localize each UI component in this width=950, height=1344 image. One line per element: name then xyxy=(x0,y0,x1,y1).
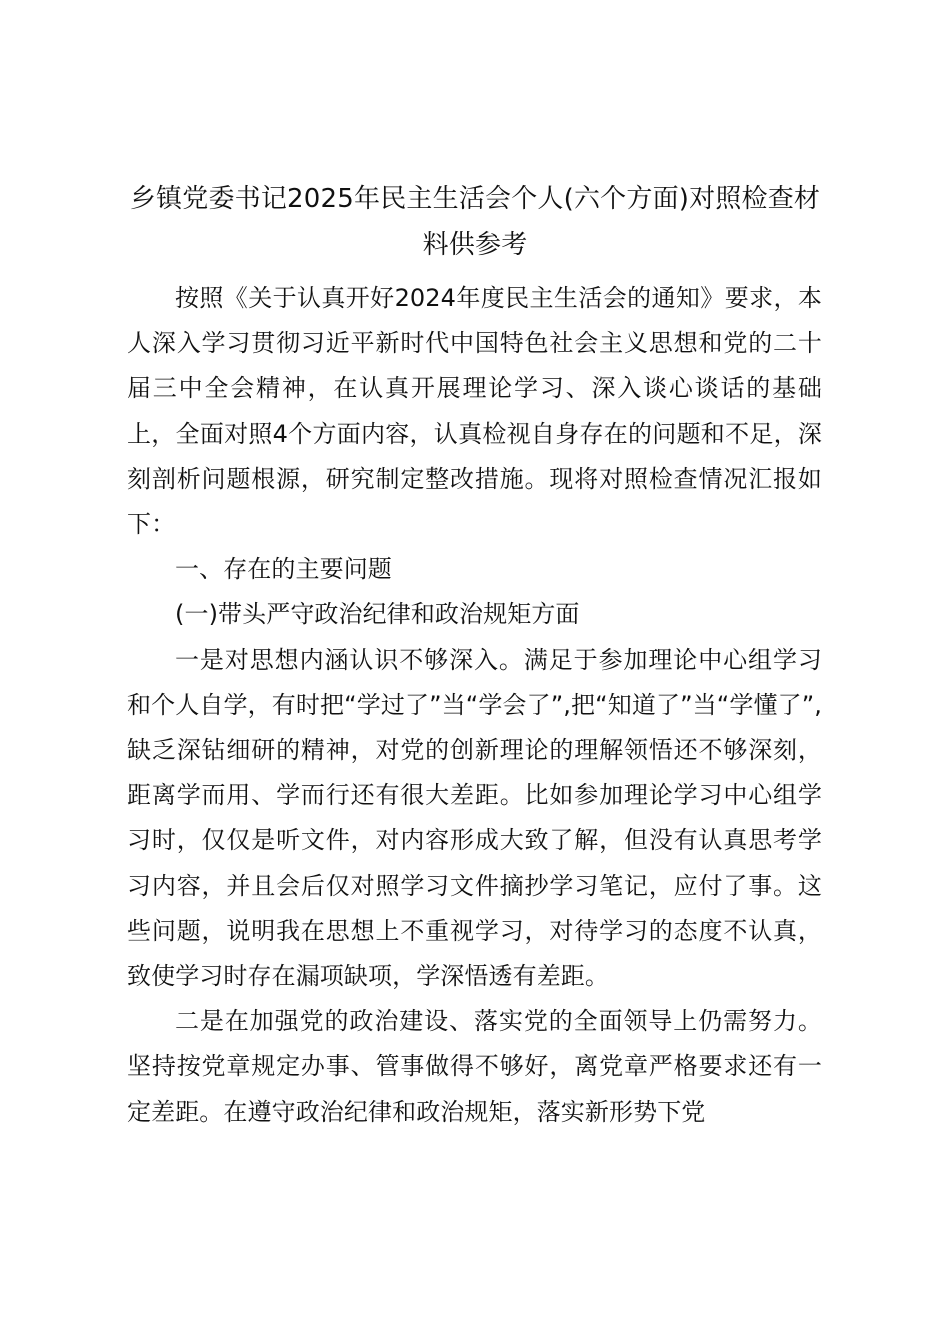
section-heading-main-problems: 一、存在的主要问题 xyxy=(175,555,392,584)
document-title: 乡镇党委书记2025年民主生活会个人(六个方面)对照检查材料供参考 xyxy=(129,184,821,260)
paragraph-intro: 按照《关于认真开好2024年度民主生活会的通知》要求，本人深入学习贯彻习近平新时代中国特色社会主义思想和党的二十届三中全会精神，在认真开展理论学习、深入谈心谈话的基础上，全面对照4个方面内容，认真检视自身存在的问题和不足，深刻剖析问题根源，研究制定整改措施。现将对照检查情况汇报如下： xyxy=(127,284,822,539)
paragraph-point-two: 二是在加强党的政治建设、落实党的全面领导上仍需努力。坚持按党章规定办事、管事做得不够好，离党章严格要求还有一定差距。在遵守政治纪律和政治规矩，落实新形势下党 xyxy=(127,1007,822,1126)
subsection-heading-political-discipline: (一)带头严守政治纪律和政治规矩方面 xyxy=(175,600,580,629)
paragraph-point-one: 一是对思想内涵认识不够深入。满足于参加理论中心组学习和个人自学，有时把“学过了”当“学会了”,把“知道了”当“学懂了”,缺乏深钻细研的精神，对党的创新理论的理解领悟还不够深刻，距离学而用、学而行还有很大差距。比如参加理论学习中心组学习时，仅仅是听文件，对内容形成大致了解，但没有认真思考学习内容，并且会后仅对照学习文件摘抄学习笔记，应付了事。这些问题，说明我在思想上不重视学习，对待学习的态度不认真，致使学习时存在漏项缺项，学深悟透有差距。 xyxy=(127,645,822,991)
document-body xyxy=(127,276,822,1135)
